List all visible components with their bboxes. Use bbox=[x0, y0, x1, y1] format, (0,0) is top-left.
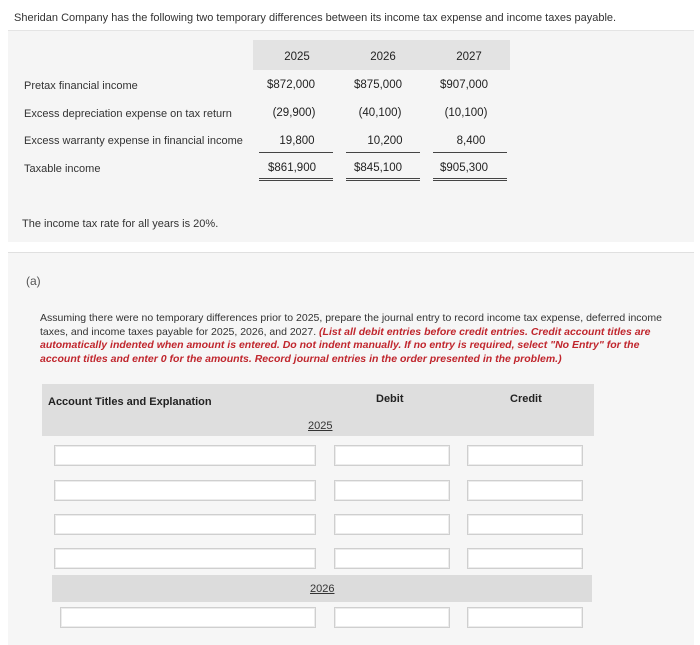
subtotal-underline bbox=[346, 152, 420, 153]
credit-input[interactable] bbox=[467, 548, 583, 569]
cell-pretax-2027: $907,000 bbox=[440, 79, 488, 91]
year-label-2025: 2025 bbox=[308, 420, 333, 432]
col-header-credit: Credit bbox=[510, 393, 542, 405]
credit-input[interactable] bbox=[467, 445, 583, 466]
debit-input[interactable] bbox=[334, 480, 450, 501]
instructions bbox=[40, 312, 665, 366]
year-header-2027: 2027 bbox=[456, 51, 482, 63]
cell-warranty-2026: 10,200 bbox=[367, 135, 403, 147]
total-double-underline bbox=[259, 178, 333, 181]
cell-depreciation-2026: (40,100) bbox=[358, 107, 402, 119]
year-label-2026: 2026 bbox=[310, 583, 335, 595]
cell-pretax-2025: $872,000 bbox=[267, 79, 315, 91]
row-label-taxable: Taxable income bbox=[24, 163, 101, 175]
cell-taxable-2026: $845,100 bbox=[354, 162, 402, 174]
cell-pretax-2026: $875,000 bbox=[354, 79, 402, 91]
subtotal-underline bbox=[259, 152, 333, 153]
year-header-2026: 2026 bbox=[370, 51, 396, 63]
cell-warranty-2027: 8,400 bbox=[456, 135, 486, 147]
instruction-text: Assuming there were no temporary differences prior to 2025, prepare the journal entry to record income tax expense, deferred income taxes, and income taxes payable for 2025, 2026, and 2027. bbox=[40, 312, 662, 338]
credit-input[interactable] bbox=[467, 607, 583, 628]
cell-warranty-2025: 19,800 bbox=[279, 135, 315, 147]
debit-input[interactable] bbox=[334, 445, 450, 466]
intro-text: Sheridan Company has the following two temporary differences between its income tax expense and income taxes payable. bbox=[14, 12, 617, 24]
row-label-warranty: Excess warranty expense in financial income bbox=[24, 135, 243, 147]
part-label: (a) bbox=[26, 274, 41, 288]
row-label-pretax: Pretax financial income bbox=[24, 80, 138, 92]
cell-taxable-2027: $905,300 bbox=[440, 162, 488, 174]
tax-rate-note: The income tax rate for all years is 20%. bbox=[22, 218, 219, 230]
year-header-2025: 2025 bbox=[284, 51, 310, 63]
cell-taxable-2025: $861,900 bbox=[268, 162, 316, 174]
account-title-input[interactable] bbox=[54, 445, 316, 466]
debit-input[interactable] bbox=[334, 607, 450, 628]
col-header-debit: Debit bbox=[376, 393, 404, 405]
account-title-input[interactable] bbox=[60, 607, 316, 628]
debit-input[interactable] bbox=[334, 548, 450, 569]
account-title-input[interactable] bbox=[54, 514, 316, 535]
total-double-underline bbox=[433, 178, 507, 181]
total-double-underline bbox=[346, 178, 420, 181]
account-title-input[interactable] bbox=[54, 480, 316, 501]
debit-input[interactable] bbox=[334, 514, 450, 535]
credit-input[interactable] bbox=[467, 480, 583, 501]
row-label-depreciation: Excess depreciation expense on tax return bbox=[24, 108, 232, 120]
col-header-account: Account Titles and Explanation bbox=[48, 396, 212, 408]
instruction-red-text: (List all debit entries before credit entries. Credit account titles are automatically indented when amount is entered. Do not indent manually. If no entry is required, select "No Entry" for the account titles and enter 0 for the amounts. Record journal entries in the order presented in the problem.) bbox=[40, 325, 651, 365]
account-title-input[interactable] bbox=[54, 548, 316, 569]
subtotal-underline bbox=[433, 152, 507, 153]
cell-depreciation-2027: (10,100) bbox=[444, 107, 488, 119]
credit-input[interactable] bbox=[467, 514, 583, 535]
cell-depreciation-2025: (29,900) bbox=[272, 107, 316, 119]
